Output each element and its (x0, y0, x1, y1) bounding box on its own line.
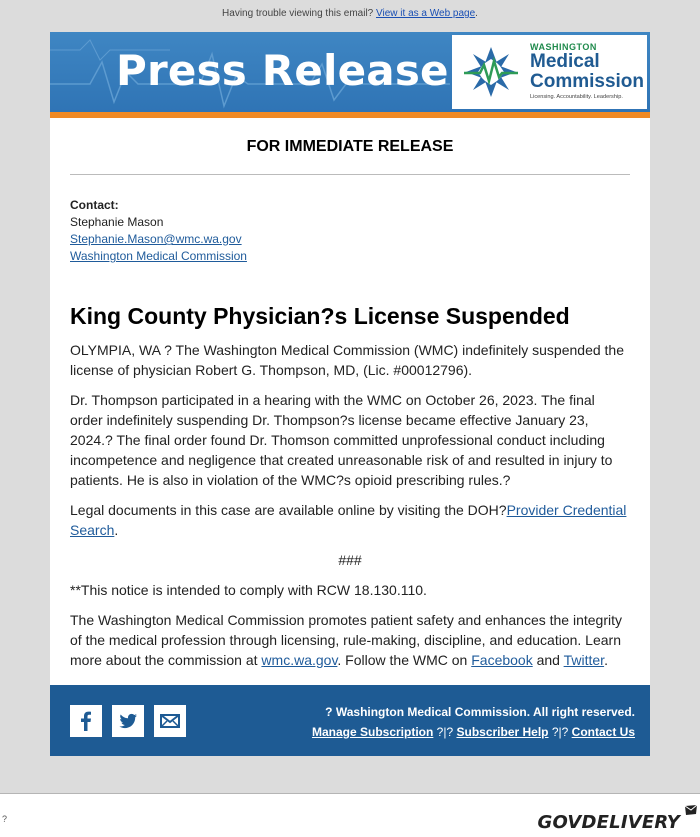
manage-subscription-link[interactable]: Manage Subscription (311, 725, 434, 739)
twitter-link[interactable]: Twitter (563, 652, 605, 668)
wmc-star-icon (464, 45, 518, 99)
p5-text: The Washington Medical Commission promotes patient safety and enhances the integrity of the medical profession through licensing, rule-making, discipline, and education. Learn more about the commission at (70, 612, 622, 668)
p5-mid: . Follow the WMC on (337, 652, 472, 668)
provider-credential-search-link[interactable]: Provider Credential Search (70, 502, 627, 538)
logo-tagline: Licensing. Accountability. Leadership. (530, 94, 623, 100)
article-paragraph-5 (70, 610, 630, 670)
footer-link-row (312, 722, 635, 742)
release-label: FOR IMMEDIATE RELEASE (70, 138, 630, 175)
govdelivery-bar (0, 793, 700, 837)
contact-block (70, 197, 630, 265)
orange-divider (50, 112, 650, 118)
footer-links (312, 702, 635, 742)
bottom-placeholder: ? (2, 814, 8, 824)
email-footer (50, 685, 650, 756)
logo-washington: WASHINGTON (530, 42, 597, 52)
footer-sep-1: ?|? (433, 725, 457, 739)
facebook-icon (70, 705, 102, 737)
govdelivery-logo[interactable]: GOVDELIVERY (537, 812, 680, 833)
email-body (50, 32, 650, 756)
contact-label: Contact: (70, 198, 119, 212)
view-web-page-link[interactable]: View it as a Web page (376, 8, 476, 19)
email-icon (154, 705, 186, 737)
contact-email-link[interactable]: Stephanie.Mason@wmc.wa.gov (70, 232, 242, 246)
rcw-notice: **This notice is intended to comply with RCW 18.130.110. (70, 582, 427, 598)
p3-text: Legal documents in this case are available online by visiting the DOH? (70, 502, 507, 518)
separator: ### (338, 552, 362, 568)
copyright: ? Washington Medical Commission. All right reserved. (325, 705, 635, 719)
article-paragraph-2: Dr. Thompson participated in a hearing with the WMC on October 26, 2023. The final order indefinitely suspending Dr. Thompson?s license became effective January 23, 2024.? The final order found Dr. Thomson committed unprofessional conduct including incompetence and negligence that created unreasonable risk of and resulted in injury to patients. He is also in violation of the WMC?s opioid prescribing rules.? (70, 392, 613, 488)
p5-and: and (532, 652, 564, 668)
facebook-link[interactable]: Facebook (471, 652, 533, 668)
logo-medical: Medical (530, 51, 600, 72)
preheader-text: Having trouble viewing this email? (222, 8, 377, 19)
wmc-logo (452, 35, 647, 109)
logo-commission: Commission (530, 71, 645, 92)
article-content (50, 138, 650, 670)
p3-end: . (114, 522, 119, 538)
twitter-icon (112, 705, 144, 737)
wmc-site-link[interactable]: wmc.wa.gov (261, 652, 338, 668)
press-release-banner (50, 32, 650, 112)
facebook-button[interactable] (70, 705, 102, 737)
preheader (0, 8, 700, 19)
preheader-suffix: . (475, 8, 478, 19)
banner-title: Press Release (116, 46, 449, 95)
article-headline: King County Physician?s License Suspended (70, 303, 570, 329)
contact-name: Stephanie Mason (70, 215, 164, 229)
contact-us-link[interactable]: Contact Us (571, 725, 635, 739)
twitter-button[interactable] (112, 705, 144, 737)
article-paragraph-1: OLYMPIA, WA ? The Washington Medical Commission (WMC) indefinitely suspended the license of physician Robert G. Thompson, MD, (Lic. #00012796). (70, 342, 624, 378)
email-button[interactable] (154, 705, 186, 737)
govdelivery-envelope-icon (684, 804, 698, 816)
logo-text (530, 42, 644, 100)
subscriber-help-link[interactable]: Subscriber Help (456, 725, 549, 739)
footer-sep-2: ?|? (548, 725, 572, 739)
article-paragraph-3 (70, 500, 630, 540)
contact-org-link[interactable]: Washington Medical Commission (70, 249, 247, 263)
p5-end: . (604, 652, 608, 668)
